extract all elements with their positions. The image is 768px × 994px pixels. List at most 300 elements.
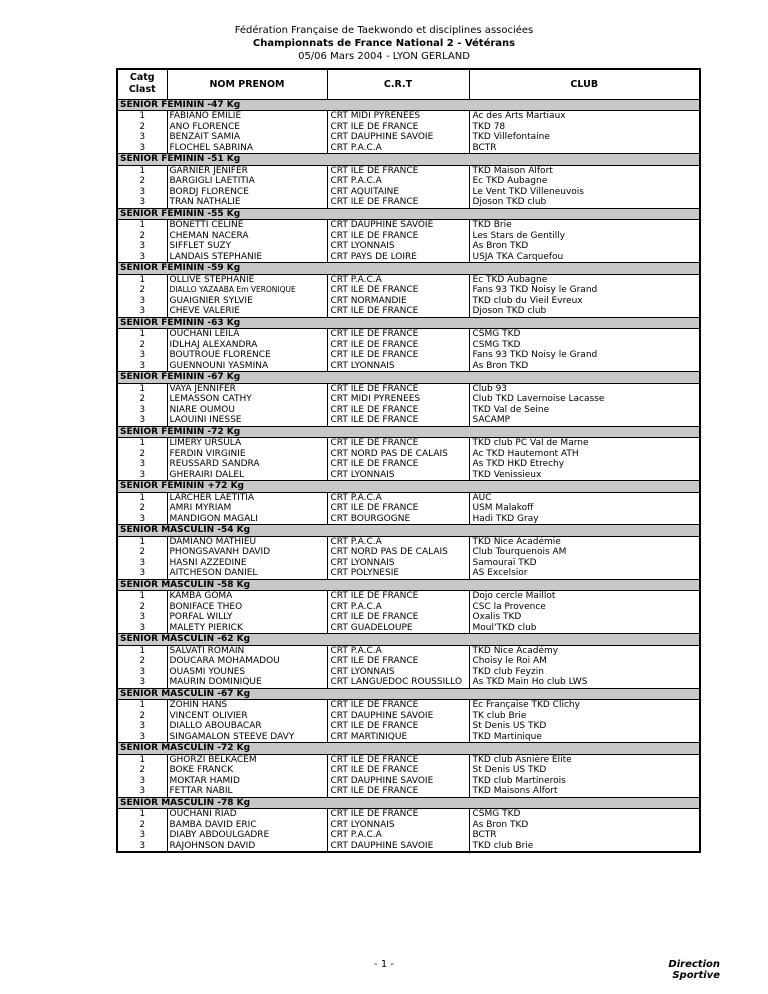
rank-cell: 3 [139,513,146,524]
rank-cell: 2 [139,656,146,666]
rank-cell: 2 [139,819,146,830]
results-body [117,99,700,852]
results-table [116,68,701,853]
athlete-name-cell: OLLIVE STEPHANIE [167,274,327,285]
athlete-name-cell: BARGIGLI LAETITIA [167,176,327,187]
rank-cell: 3 [139,197,146,207]
club-cell: Le Vent TKD Villeneuvois [472,186,584,197]
table-row [117,809,700,820]
rank-cell: 2 [139,601,146,612]
category-row [117,426,700,438]
date-place: 05/06 Mars 2004 - LYON GERLAND [298,51,470,62]
category-label: SENIOR MASCULIN -62 Kg [117,634,700,646]
table-row [117,176,700,187]
table-row [117,820,700,831]
table-row [117,841,700,853]
athlete-name-cell: DIALLO ABOUBACAR [167,721,327,732]
crt-cell: CRT ILE DE FRANCE [327,415,469,426]
crt-cell: CRT ILE DE FRANCE [327,231,469,242]
club-cell: TKD Venissieux [472,469,542,480]
athlete-name-cell: DIALLO YAZAABA Em VERONIQUE [167,285,327,296]
category-label: SENIOR MASCULIN -72 Kg [117,743,700,755]
athlete-name-cell: LEMASSON CATHY [167,394,327,405]
crt-cell: CRT MIDI PYRENEES [327,111,469,122]
club-cell: Ac des Arts Martiaux [472,111,566,121]
rank-cell: 3 [139,404,146,415]
rank-cell: 2 [139,547,146,557]
athlete-name-cell: ZOHIN HANS [167,700,327,711]
table-row [117,296,700,307]
club-cell: Hadi TKD Gray [472,513,539,524]
table-row [117,187,700,198]
rank-cell: 2 [139,394,146,404]
club-cell: TKD Maisons Alfort [472,786,558,796]
club-cell: As TKD Main Ho club LWS [472,677,588,687]
category-label: SENIOR MASCULIN -78 Kg [117,797,700,809]
category-label: SENIOR FEMININ -72 Kg [117,426,700,438]
athlete-name-cell: VINCENT OLIVIER [167,711,327,722]
category-label: SENIOR FEMININ -67 Kg [117,372,700,384]
athlete-name-cell: BENZAIT SAMIA [167,132,327,143]
rank-cell: 1 [139,220,146,230]
athlete-name-cell: NIARE OUMOU [167,405,327,416]
athlete-name-cell: VAYA JENNIFER [167,383,327,394]
rank-cell: 2 [139,339,146,350]
athlete-name-cell: DIABY ABDOULGADRE [167,830,327,841]
club-cell: Dojo cercle Maillot [472,591,556,601]
athlete-name-cell: DAMIANO MATHIEU [167,536,327,547]
crt-cell: CRT ILE DE FRANCE [327,809,469,820]
federation-title: Fédération Française de Taekwondo et disciplines associées [234,25,534,36]
club-cell: Djoson TKD club [472,306,547,316]
crt-cell: CRT DAUPHINE SAVOIE [327,220,469,231]
rank-cell: 3 [139,132,146,142]
rank-cell: 1 [139,111,146,121]
rank-cell: 2 [139,285,146,295]
rank-cell: 3 [139,241,146,251]
table-row [117,165,700,176]
athlete-name-cell: PORFAL WILLY [167,612,327,623]
table-row [117,547,700,558]
rank-cell: 3 [139,612,146,622]
table-row [117,241,700,252]
club-cell: Moul'TKD club [472,622,537,633]
category-row [117,634,700,646]
crt-cell: CRT DAUPHINE SAVOIE [327,776,469,787]
rank-cell: 3 [139,840,146,851]
athlete-name-cell: LAOUINI INESSE [167,415,327,426]
rank-cell: 3 [139,469,146,480]
rank-cell: 1 [139,809,146,819]
rank-cell: 2 [139,503,146,513]
category-label: SENIOR FEMININ +72 Kg [117,481,700,493]
athlete-name-cell: OUCHANI RIAD [167,809,327,820]
club-cell: Ec Française TKD Clichy [472,700,580,710]
crt-cell: CRT ILE DE FRANCE [327,591,469,602]
club-cell: Fans 93 TKD Noisy le Grand [472,285,598,295]
athlete-name-cell: DOUCARA MOHAMADOU [167,656,327,667]
crt-cell: CRT LYONNAIS [327,558,469,569]
athlete-name-cell: RAJOHNSON DAVID [167,841,327,853]
crt-cell: CRT LYONNAIS [327,241,469,252]
table-row [117,143,700,154]
athlete-name-cell: IDLHAJ ALEXANDRA [167,340,327,351]
crt-cell: CRT POLYNESIE [327,568,469,579]
rank-cell: 1 [139,591,146,601]
club-cell: TKD Maison Alfort [472,165,553,176]
athlete-name-cell: LARCHER LAETITIA [167,492,327,503]
club-cell: TK club Brie [472,710,527,721]
athlete-name-cell: LANDAIS STEPHANIE [167,252,327,263]
table-row [117,503,700,514]
crt-cell: CRT P.A.C.A [327,143,469,154]
rank-cell: 3 [139,306,146,316]
table-row [117,602,700,613]
table-row [117,754,700,765]
athlete-name-cell: BONETTI CELINE [167,220,327,231]
athlete-name-cell: FLOCHEL SABRINA [167,143,327,154]
club-cell: TKD Nice Académy [472,645,559,656]
club-cell: TKD club du Vieil Evreux [472,295,583,306]
table-row [117,459,700,470]
rank-cell: 1 [139,700,146,710]
club-cell: TKD club Martinerois [472,775,566,786]
club-cell: Djoson TKD club [472,197,547,207]
table-row [117,492,700,503]
table-row [117,623,700,634]
rank-cell: 1 [139,536,146,547]
page-number: - 1 - [374,959,394,970]
club-cell: USM Malakoff [472,503,534,513]
crt-cell: CRT ILE DE FRANCE [327,786,469,797]
rank-cell: 3 [139,360,146,371]
athlete-name-cell: KAMBA GOMA [167,591,327,602]
table-row [117,591,700,602]
crt-cell: CRT ILE DE FRANCE [327,405,469,416]
club-cell: TKD club Feyzin [472,666,544,677]
table-row [117,765,700,776]
rank-cell: 2 [139,176,146,186]
col-header-catg [117,69,167,99]
footer-direction-sportive: Direction Sportive [668,959,720,981]
athlete-name-cell: FERDIN VIRGINIE [167,449,327,460]
table-row [117,645,700,656]
club-cell: Club 93 [472,383,508,394]
category-row [117,743,700,755]
rank-cell: 3 [139,775,146,786]
crt-cell: CRT ILE DE FRANCE [327,503,469,514]
rank-cell: 3 [139,666,146,677]
table-row [117,285,700,296]
athlete-name-cell: BOKE FRANCK [167,765,327,776]
club-cell: TKD Val de Seine [472,404,550,415]
club-cell: TKD Nice Académie [472,536,561,547]
club-cell: As Bron TKD [472,241,529,251]
category-label: SENIOR MASCULIN -54 Kg [117,525,700,537]
crt-cell: CRT DAUPHINE SAVOIE [327,132,469,143]
category-row [117,154,700,166]
club-cell: TKD 78 [472,121,506,132]
table-row [117,350,700,361]
category-row [117,208,700,220]
crt-cell: CRT ILE DE FRANCE [327,285,469,296]
table-row [117,830,700,841]
table-row [117,786,700,797]
athlete-name-cell: CHEVE VALERIE [167,306,327,317]
crt-cell: CRT PAYS DE LOIRE [327,252,469,263]
crt-cell: CRT NORMANDIE [327,296,469,307]
table-row [117,612,700,623]
athlete-name-cell: BORDJ FLORENCE [167,187,327,198]
club-cell: SACAMP [472,415,511,425]
club-cell: St Denis US TKD [472,721,547,731]
club-cell: TKD Villefontaine [472,132,550,142]
rank-cell: 3 [139,568,146,578]
crt-cell: CRT ILE DE FRANCE [327,765,469,776]
table-row [117,667,700,678]
athlete-name-cell: REUSSARD SANDRA [167,459,327,470]
category-row [117,797,700,809]
rank-cell: 3 [139,350,146,360]
athlete-name-cell: AMRI MYRIAM [167,503,327,514]
championship-title: Championnats de France National 2 - Vétérans [252,38,516,49]
crt-cell: CRT LANGUEDOC ROUSSILLO [327,677,469,688]
athlete-name-cell: ANO FLORENCE [167,122,327,133]
crt-cell: CRT ILE DE FRANCE [327,612,469,623]
athlete-name-cell: MOKTAR HAMID [167,776,327,787]
rank-cell: 2 [139,448,146,459]
rank-cell: 2 [139,230,146,241]
crt-cell: CRT NORD PAS DE CALAIS [327,449,469,460]
col-header-clast-label: Clast [128,84,156,96]
athlete-name-cell: OUASMI YOUNES [167,667,327,678]
table-row [117,306,700,317]
table-row [117,231,700,242]
category-label: SENIOR FEMININ -59 Kg [117,263,700,275]
table-row [117,449,700,460]
athlete-name-cell: SIFFLET SUZY [167,241,327,252]
club-cell: CSMG TKD [472,809,521,819]
table-row [117,329,700,340]
club-cell: As Bron TKD [472,819,529,830]
category-row [117,579,700,591]
crt-cell: CRT P.A.C.A [327,645,469,656]
athlete-name-cell: BONIFACE THEO [167,602,327,613]
club-cell: CSMG TKD [472,329,521,339]
category-label: SENIOR FEMININ -51 Kg [117,154,700,166]
crt-cell: CRT ILE DE FRANCE [327,340,469,351]
rank-cell: 3 [139,142,146,153]
athlete-name-cell: FETTAR NABIL [167,786,327,797]
crt-cell: CRT MIDI PYRENEES [327,394,469,405]
col-header-name: NOM PRENOM [167,69,327,99]
athlete-name-cell: FABIANO EMILIE [167,111,327,122]
crt-cell: CRT ILE DE FRANCE [327,122,469,133]
club-cell: Ec TKD Aubagne [472,274,548,285]
crt-cell: CRT NORD PAS DE CALAIS [327,547,469,558]
club-cell: Club TKD Lavernoise Lacasse [472,394,605,404]
rank-cell: 1 [139,754,146,765]
crt-cell: CRT LYONNAIS [327,470,469,481]
club-cell: Les Stars de Gentilly [472,230,566,241]
rank-cell: 3 [139,830,146,840]
category-label: SENIOR FEMININ -63 Kg [117,317,700,329]
crt-cell: CRT ILE DE FRANCE [327,329,469,340]
club-cell: AS Excelsior [472,568,528,578]
category-row [117,263,700,275]
rank-cell: 3 [139,786,146,796]
club-cell: USJA TKA Carquefou [472,251,564,262]
table-row [117,405,700,416]
club-cell: AUC [472,492,492,503]
category-row [117,525,700,537]
table-row [117,470,700,481]
crt-cell: CRT ILE DE FRANCE [327,165,469,176]
table-row [117,514,700,525]
rank-cell: 2 [139,765,146,775]
crt-cell: CRT ILE DE FRANCE [327,754,469,765]
club-cell: BCTR [472,142,497,153]
category-row [117,688,700,700]
crt-cell: CRT ILE DE FRANCE [327,350,469,361]
category-row [117,481,700,493]
club-cell: CSMG TKD [472,339,521,350]
rank-cell: 2 [139,710,146,721]
crt-cell: CRT LYONNAIS [327,361,469,372]
table-row [117,711,700,722]
table-row [117,394,700,405]
table-row [117,732,700,743]
athlete-name-cell: GHORZI BELKACEM [167,754,327,765]
col-header-catg-label: Catg [129,72,155,84]
table-row [117,111,700,122]
crt-cell: CRT P.A.C.A [327,176,469,187]
rank-cell: 1 [139,645,146,656]
athlete-name-cell: SALVATI ROMAIN [167,645,327,656]
athlete-name-cell: TRAN NATHALIE [167,197,327,208]
club-cell: As Bron TKD [472,360,529,371]
table-row [117,558,700,569]
rank-cell: 1 [139,383,146,394]
club-cell: Ec TKD Aubagne [472,176,548,186]
club-cell: St Denis US TKD [472,765,547,775]
athlete-name-cell: OUCHANI LEILA [167,329,327,340]
crt-cell: CRT GUADELOUPE [327,623,469,634]
crt-cell: CRT ILE DE FRANCE [327,459,469,470]
crt-cell: CRT ILE DE FRANCE [327,306,469,317]
rank-cell: 1 [139,329,146,339]
athlete-name-cell: GUENNOUNI YASMINA [167,361,327,372]
rank-cell: 3 [139,186,146,197]
athlete-name-cell: MALETY PIERICK [167,623,327,634]
rank-cell: 3 [139,677,146,687]
rank-cell: 1 [139,274,146,285]
table-row [117,721,700,732]
crt-cell: CRT P.A.C.A [327,830,469,841]
crt-cell: CRT ILE DE FRANCE [327,383,469,394]
table-row [117,132,700,143]
crt-cell: CRT ILE DE FRANCE [327,700,469,711]
rank-cell: 3 [139,731,146,742]
crt-cell: CRT AQUITAINE [327,187,469,198]
table-row [117,274,700,285]
athlete-name-cell: CHEMAN NACERA [167,231,327,242]
crt-cell: CRT LYONNAIS [327,667,469,678]
club-cell: Club Tourquenois AM [472,547,567,557]
category-label: SENIOR MASCULIN -67 Kg [117,688,700,700]
athlete-name-cell: GHERAIRI DALEL [167,470,327,481]
rank-cell: 1 [139,492,146,503]
table-row [117,656,700,667]
table-row [117,340,700,351]
col-header-crt: C.R.T [327,69,469,99]
club-cell: Ac TKD Hautemont ATH [472,448,579,459]
rank-cell: 3 [139,415,146,425]
club-cell: Samouraï TKD [472,557,537,568]
athlete-name-cell: HASNI AZZEDINE [167,558,327,569]
table-row [117,415,700,426]
table-row [117,700,700,711]
athlete-name-cell: AITCHESON DANIEL [167,568,327,579]
rank-cell: 1 [139,438,146,448]
athlete-name-cell: LIMERY URSULA [167,438,327,449]
rank-cell: 3 [139,251,146,262]
athlete-name-cell: BOUTROUE FLORENCE [167,350,327,361]
category-row [117,372,700,384]
crt-cell: CRT ILE DE FRANCE [327,438,469,449]
crt-cell: CRT P.A.C.A [327,602,469,613]
club-cell: Fans 93 TKD Noisy le Grand [472,350,598,360]
table-row [117,197,700,208]
col-header-club: CLUB [469,69,700,99]
athlete-name-cell: PHONGSAVANH DAVID [167,547,327,558]
club-cell: As TKD HKD Etrechy [472,459,565,469]
rank-cell: 3 [139,721,146,731]
crt-cell: CRT P.A.C.A [327,536,469,547]
club-cell: TKD Martinique [472,731,542,742]
athlete-name-cell: MANDIGON MAGALI [167,514,327,525]
club-cell: BCTR [472,830,497,840]
category-label: SENIOR FEMININ -55 Kg [117,208,700,220]
club-cell: TKD Brie [472,220,512,230]
table-row [117,438,700,449]
table-row [117,361,700,372]
table-row [117,568,700,579]
crt-cell: CRT DAUPHINE SAVOIE [327,841,469,853]
crt-cell: CRT ILE DE FRANCE [327,721,469,732]
club-cell: CSC la Provence [472,601,546,612]
table-row [117,677,700,688]
table-row [117,122,700,133]
club-cell: TKD club Asnière Elite [472,754,572,765]
crt-cell: CRT P.A.C.A [327,274,469,285]
club-cell: TKD club Brie [472,840,534,851]
athlete-name-cell: SINGAMALON STEEVE DAVY [167,732,327,743]
crt-cell: CRT LYONNAIS [327,820,469,831]
club-cell: Oxalis TKD [472,612,522,622]
category-row [117,317,700,329]
athlete-name-cell: GUAIGNIER SYLVIE [167,296,327,307]
rank-cell: 3 [139,295,146,306]
table-row [117,252,700,263]
rank-cell: 3 [139,459,146,469]
athlete-name-cell: BAMBA DAVID ERIC [167,820,327,831]
table-row [117,383,700,394]
crt-cell: CRT ILE DE FRANCE [327,197,469,208]
rank-cell: 3 [139,557,146,568]
crt-cell: CRT BOURGOGNE [327,514,469,525]
table-row [117,220,700,231]
